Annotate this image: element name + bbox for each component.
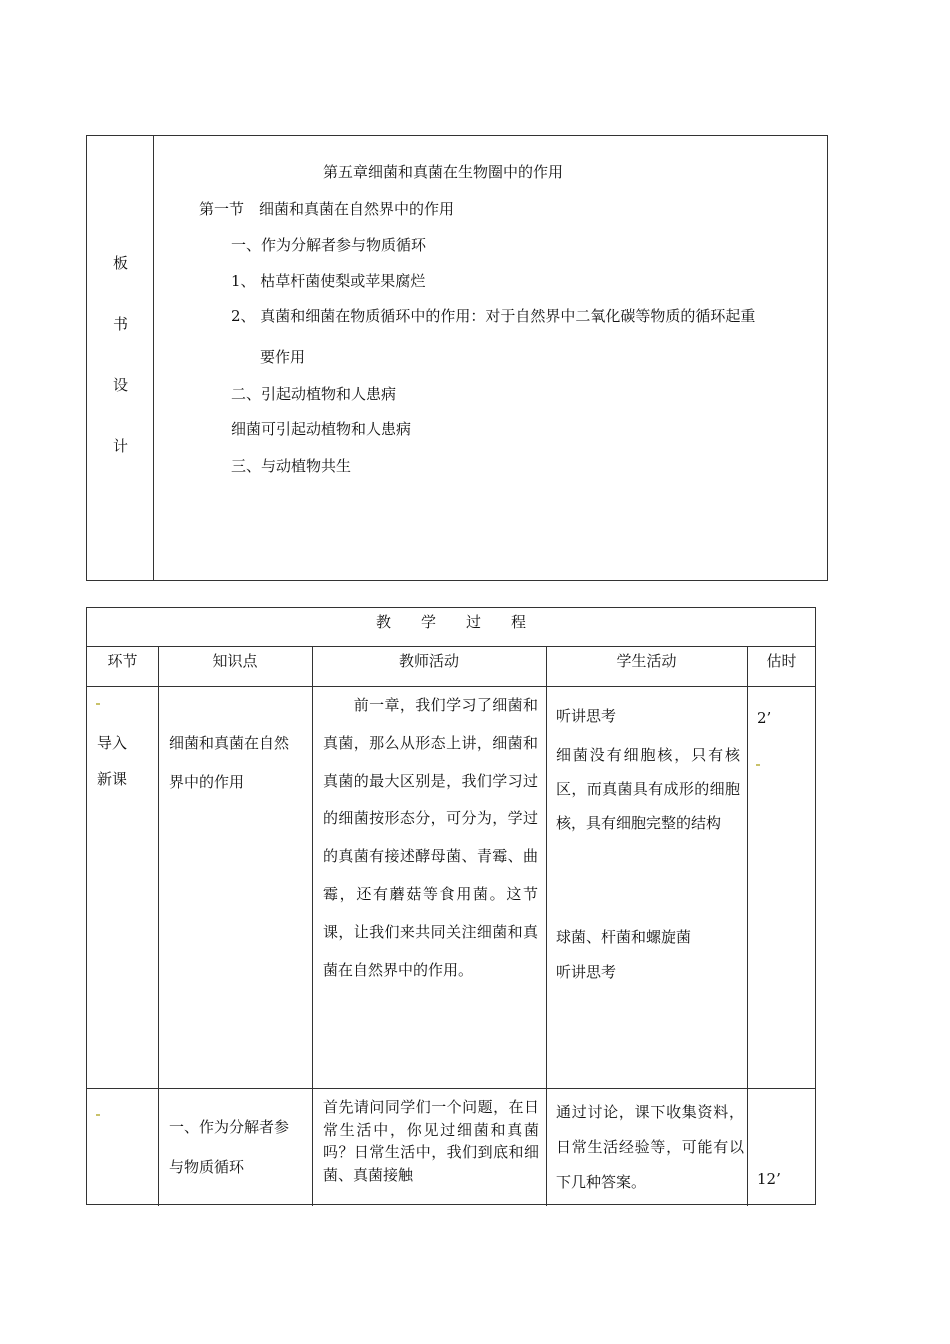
section-cell: 导入: [97, 734, 128, 752]
student-activity: 听讲思考: [556, 963, 617, 981]
teacher-activity: 前一章，我们学习了细菌和真菌，那么从形态上讲，细菌和真菌的最大区别是，我们学习过的细菌按形态分，可分为，学过的真菌有接述酵母菌、青霉、曲霉，还有蘑菇等食用菌。这节课，让我们来共同关注细菌和真菌在自然界中的作用。: [323, 696, 538, 979]
side-char: 板: [112, 254, 128, 272]
knowledge-cell: 与物质循环: [169, 1158, 245, 1176]
board-line: 一、作为分解者参与物质循环: [231, 236, 427, 254]
time-estimate: 12’: [757, 1170, 781, 1188]
chapter-title: 第五章细菌和真菌在生物圈中的作用: [323, 163, 564, 181]
mark: [96, 1114, 100, 1116]
header-time: 估时: [766, 652, 797, 670]
board-line: 细菌可引起动植物和人患病: [231, 420, 412, 438]
board-line: 2、 真菌和细菌在物质循环中的作用：对于自然界中二氧化碳等物质的循环起重: [231, 307, 756, 325]
board-design-box: [86, 135, 828, 581]
mark: [756, 764, 760, 766]
board-line: 要作用: [260, 348, 306, 366]
time-estimate: 2’: [757, 709, 772, 727]
header-section: 环节: [107, 652, 138, 670]
process-title: 教 学 过 程: [375, 613, 526, 631]
student-activity: 听讲思考: [556, 707, 617, 725]
teaching-process-table: [86, 607, 816, 1205]
column-divider: [546, 646, 547, 1206]
side-char: 计: [112, 437, 128, 455]
row-divider: [87, 646, 815, 647]
knowledge-cell: 一、作为分解者参: [169, 1118, 290, 1136]
column-divider: [312, 646, 313, 1206]
column-divider: [158, 646, 159, 1206]
header-teacher: 教师活动: [398, 652, 459, 670]
board-line: 三、与动植物共生: [231, 457, 352, 475]
student-activity: 通过讨论，课下收集资料，日常生活经验等，可能有以下几种答案。: [556, 1103, 744, 1191]
section-title: 第一节 细菌和真菌在自然界中的作用: [199, 200, 455, 218]
header-knowledge: 知识点: [212, 652, 258, 670]
header-student: 学生活动: [616, 652, 677, 670]
knowledge-cell: 细菌和真菌在自然: [169, 734, 290, 752]
board-side-label: [87, 136, 154, 580]
student-activity: 球菌、杆菌和螺旋菌: [556, 928, 692, 946]
column-divider: [747, 646, 748, 1206]
mark: [96, 703, 100, 705]
board-line: 二、引起动植物和人患病: [231, 385, 397, 403]
teacher-activity: 首先请问同学们一个问题，在日常生活中，你见过细菌和真菌吗？日常生活中，我们到底和细菌、真菌接触: [323, 1098, 539, 1184]
side-char: 设: [112, 376, 128, 394]
row-divider: [87, 1088, 815, 1089]
student-activity: 细菌没有细胞核，只有核区，而真菌具有成形的细胞核，具有细胞完整的结构: [556, 746, 740, 832]
board-line: 1、 枯草杆菌使梨或苹果腐烂: [231, 272, 426, 290]
knowledge-cell: 界中的作用: [169, 773, 245, 791]
section-cell: 新课: [97, 770, 128, 788]
side-char: 书: [112, 315, 128, 333]
